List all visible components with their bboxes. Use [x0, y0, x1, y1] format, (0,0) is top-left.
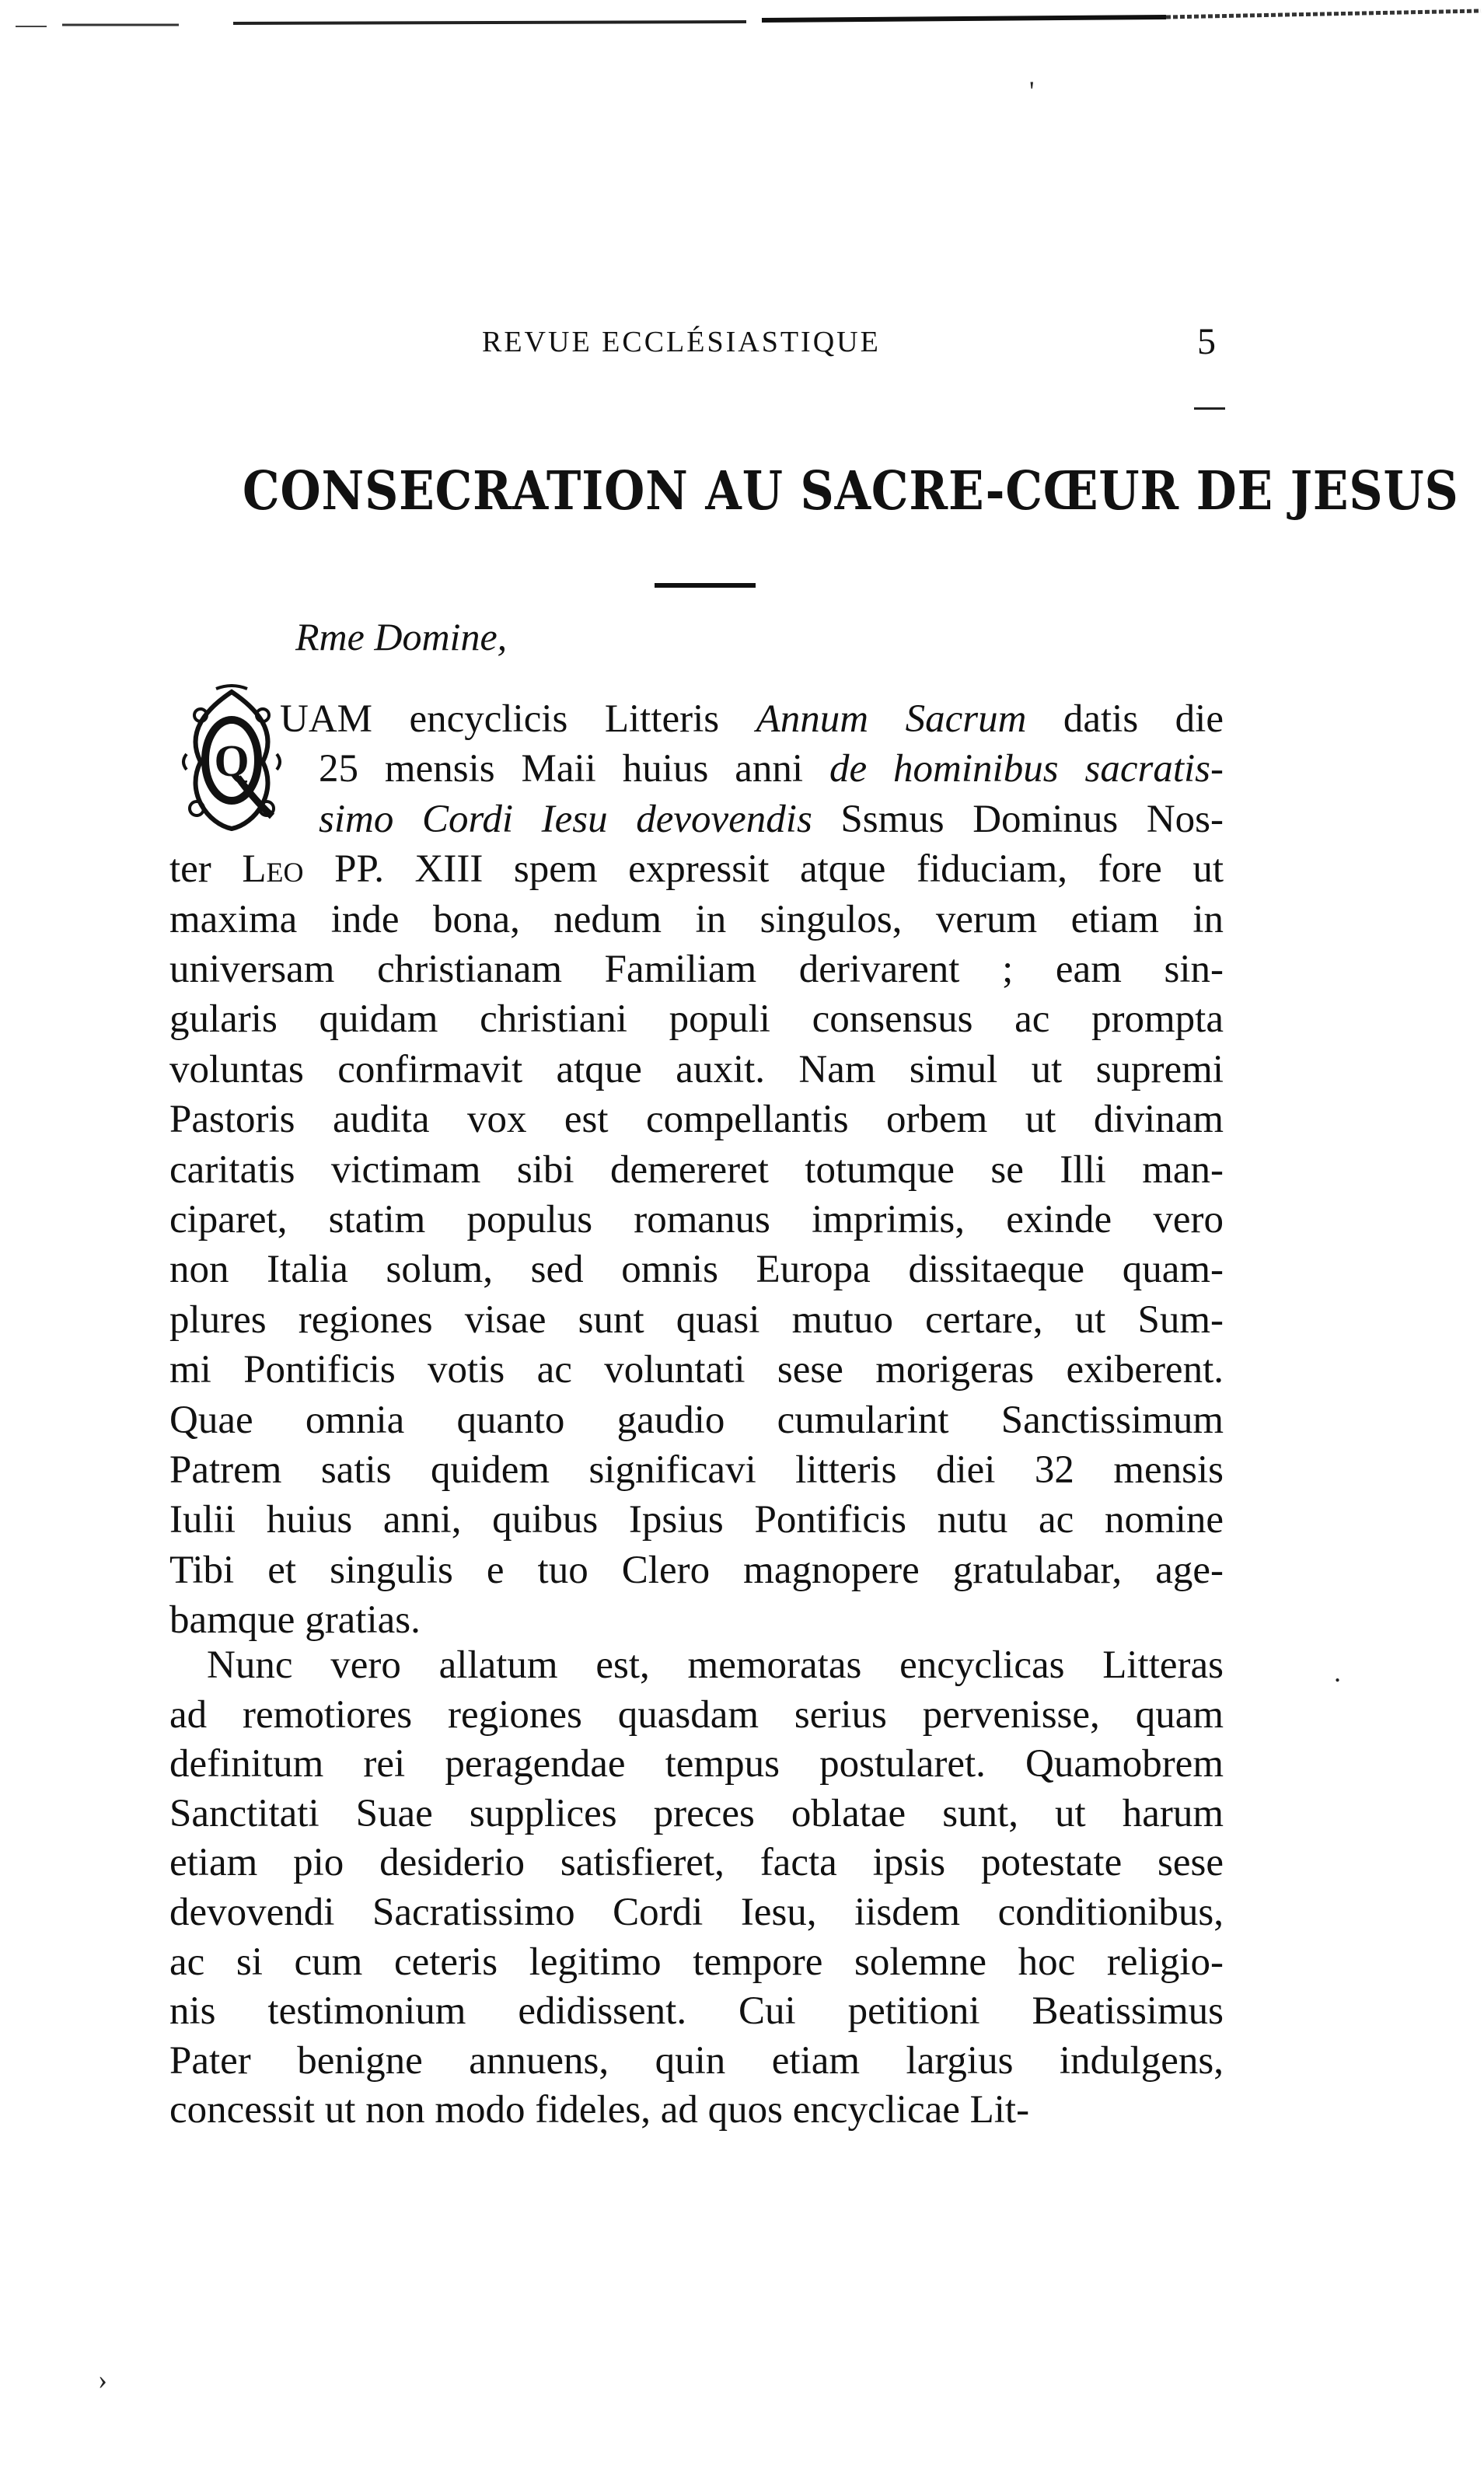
stray-mark: . [1334, 1657, 1341, 1688]
text-line [169, 1395, 1224, 1445]
text-line [319, 794, 1224, 844]
text-line [169, 1545, 1224, 1595]
text-segment: universam christianam Familiam derivarent ; eam sin- [169, 948, 1224, 991]
text-segment: etiam pio desiderio satisfieret, facta ipsis potestate sese [169, 1841, 1224, 1885]
text-line [169, 2085, 1224, 2135]
text-segment: datis die [1026, 697, 1224, 741]
text-line [169, 1195, 1224, 1245]
text-line [169, 1888, 1224, 1937]
text-line [280, 694, 1224, 744]
text-segment: concessit ut non modo fideles, ad quos encyclicae Lit- [169, 2088, 1030, 2132]
text-segment: caritatis victimam sibi demereret totumque se Illi man- [169, 1147, 1224, 1192]
svg-text:Q: Q [214, 735, 250, 786]
text-line [169, 945, 1224, 994]
italic-segment: de hominibus sacratis- [829, 747, 1224, 791]
text-segment: definitum rei peragendae tempus postularet. Quamobrem [169, 1742, 1224, 1786]
text-segment: UAM encyclicis Litteris [280, 697, 756, 741]
text-segment: Ssmus Dominus Nos- [812, 797, 1224, 841]
text-line [169, 1937, 1224, 1987]
text-segment: nis testimonium edidissent. Cui petitioni Beatissimus [169, 1989, 1224, 2034]
text-line [169, 1095, 1224, 1144]
text-segment: ter [169, 847, 243, 892]
text-line [169, 1345, 1224, 1395]
title-rule [655, 583, 756, 588]
text-line [169, 895, 1224, 945]
text-segment: Quae omnia quanto gaudio cumularint Sanctissimum [169, 1398, 1224, 1442]
stray-mark: › [98, 2364, 107, 2395]
text-segment: 25 mensis Maii huius anni [319, 747, 829, 791]
running-head: REVUE ECCLÉSIASTIQUE [482, 326, 881, 358]
text-line [169, 1245, 1224, 1294]
text-segment: devovendi Sacratissimo Cordi Iesu, iisdem conditionibus, [169, 1891, 1224, 1934]
text-segment: ciparet, statim populus romanus imprimis, exinde vero [169, 1198, 1224, 1241]
text-line [169, 1045, 1224, 1095]
text-line [169, 1690, 1224, 1740]
text-segment: Iulii huius anni, quibus Ipsius Pontificis nutu ac nomine [169, 1498, 1224, 1542]
text-line [169, 2036, 1224, 2086]
article-title: CONSECRATION AU SACRE-CŒUR DE JESUS [243, 460, 1459, 522]
text-segment: mi Pontificis votis ac voluntati sese morigeras exiberent. [169, 1348, 1224, 1392]
italic-segment: simo Cordi Iesu devovendis [319, 797, 812, 841]
page-number: 5 [1197, 321, 1216, 362]
text-segment: ad remotiores regiones quasdam serius pervenisse, quam [169, 1692, 1224, 1737]
text-line [169, 844, 1224, 894]
stray-mark: ' [1029, 75, 1035, 107]
text-segment: Pastoris audita vox est compellantis orbem ut divinam [169, 1098, 1224, 1142]
text-segment: plures regiones visae sunt quasi mutuo certare, ut Sum- [169, 1297, 1224, 1342]
salutation: Rme Domine, [295, 615, 508, 658]
text-line [169, 1789, 1224, 1839]
italic-segment: Annum Sacrum [756, 697, 1027, 741]
text-line [169, 1295, 1224, 1345]
text-segment: gularis quidam christiani populi consensus ac prompta [169, 997, 1224, 1042]
text-segment: non Italia solum, sed omnis Europa dissitaeque quam- [169, 1248, 1224, 1292]
ornamental-dropcap-q [177, 684, 286, 836]
text-segment: PP. XIII spem expressit atque fiduciam, fore ut [303, 847, 1224, 892]
text-line [169, 1145, 1224, 1195]
text-segment: Tibi et singulis e tuo Clero magnopere gratulabar, age- [169, 1548, 1224, 1592]
text-segment: Sanctitati Suae supplices preces oblatae sunt, ut harum [169, 1791, 1224, 1835]
text-line [169, 1595, 1224, 1645]
text-segment: voluntas confirmavit atque auxit. Nam simul ut supremi [169, 1047, 1224, 1091]
text-segment: bamque gratias. [169, 1598, 421, 1643]
page-number-dash [1194, 407, 1225, 410]
text-line [169, 1739, 1224, 1789]
text-segment: Patrem satis quidem significavi litteris diei 32 mensis [169, 1448, 1224, 1492]
text-line [169, 1445, 1224, 1495]
text-line [169, 1838, 1224, 1888]
text-segment: maxima inde bona, nedum in singulos, verum etiam in [169, 897, 1224, 941]
text-segment: Pater benigne annuens, quin etiam largius indulgens, [169, 2038, 1224, 2083]
text-line [169, 1495, 1224, 1545]
text-line [169, 1640, 1224, 1690]
text-line [319, 744, 1224, 794]
text-line [169, 1986, 1224, 2036]
text-segment: ac si cum ceteris legitimo tempore solemne hoc religio- [169, 1940, 1224, 1984]
text-line [169, 994, 1224, 1044]
top-edge-rule [0, 5, 1484, 28]
text-segment: Nunc vero allatum est, memoratas encyclicas Litteras [207, 1643, 1224, 1687]
text-segment: Leo [242, 847, 304, 892]
